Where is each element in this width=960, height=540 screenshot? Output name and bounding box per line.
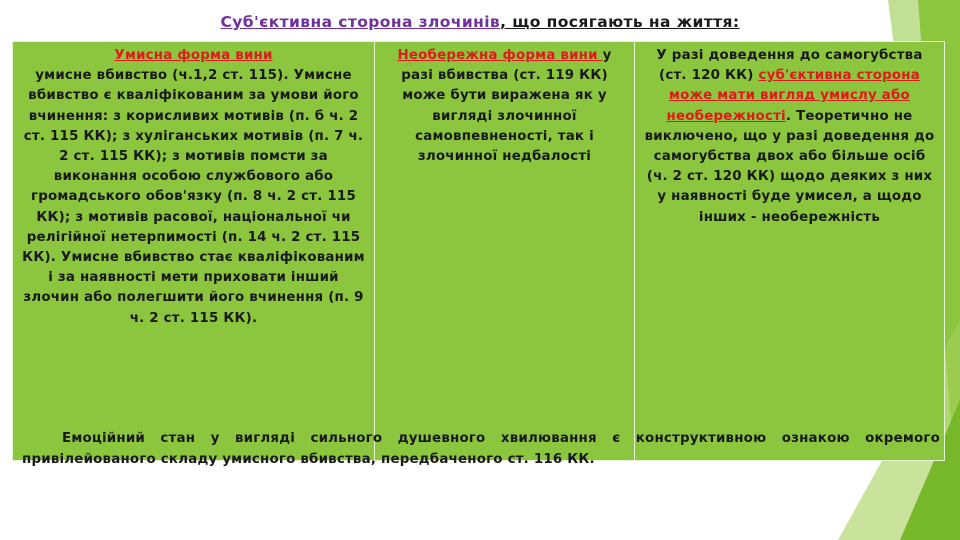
bottom-note: Емоційний стан у вигляді сильного душевного хвилювання є конструктивною ознакою окремого привілейованого складу умисного вбивства, передбаченого ст. 116 КК. <box>22 431 940 467</box>
column-text: умисне вбивство (ч.1,2 ст. 115). Умисне вбивство є кваліфікованим за умови його вчинення: з корисливих мотивів (п. б ч. 2 ст. 115 КК); з хуліганських мотивів (п. 7 ч. 2 ст. 115 КК); з мотивів помсти за виконання особою службового або громадського обов'язку (п. 8 ч. 2 ст. 115 КК); з мотивів расової, національної чи релігійної нетерпимості (п. 14 ч. 2 ст. 115 КК). Умисне вбивство стає кваліфікованим і за наявності мети приховати інший злочин або полегшити його вчинення (п. 9 ч. 2 ст. 115 КК). <box>22 68 365 326</box>
title-highlight: Суб'єктивна сторона злочинів <box>220 13 501 31</box>
column-intentional <box>13 42 375 460</box>
column-suicide <box>635 42 944 460</box>
column-text: . Теоретично не виключено, що у разі доведення до самогубства двох або більше осіб (ч. 2 ст. 120 КК) щодо деяких з них у наявності буде умисел, а щодо інших - необережність <box>644 108 935 225</box>
title-rest: , що посягають на життя: <box>500 13 740 31</box>
column-text: у разі вбивства (ст. 119 КК) може бути виражена як у вигляді злочинної самовпевненості, так і злочинної недбалості <box>401 48 612 165</box>
column-text: У разі доведення до самогубства (ст. 120 КК) <box>656 48 923 84</box>
column-highlight: суб'єктивна сторона може мати вигляд умислу або необережності <box>666 68 920 124</box>
column-negligent <box>375 42 635 460</box>
slide-title <box>0 13 960 31</box>
content-table <box>12 41 945 461</box>
column-heading: Необережна форма вини <box>397 48 603 63</box>
column-heading: Умисна форма вини <box>114 48 273 63</box>
